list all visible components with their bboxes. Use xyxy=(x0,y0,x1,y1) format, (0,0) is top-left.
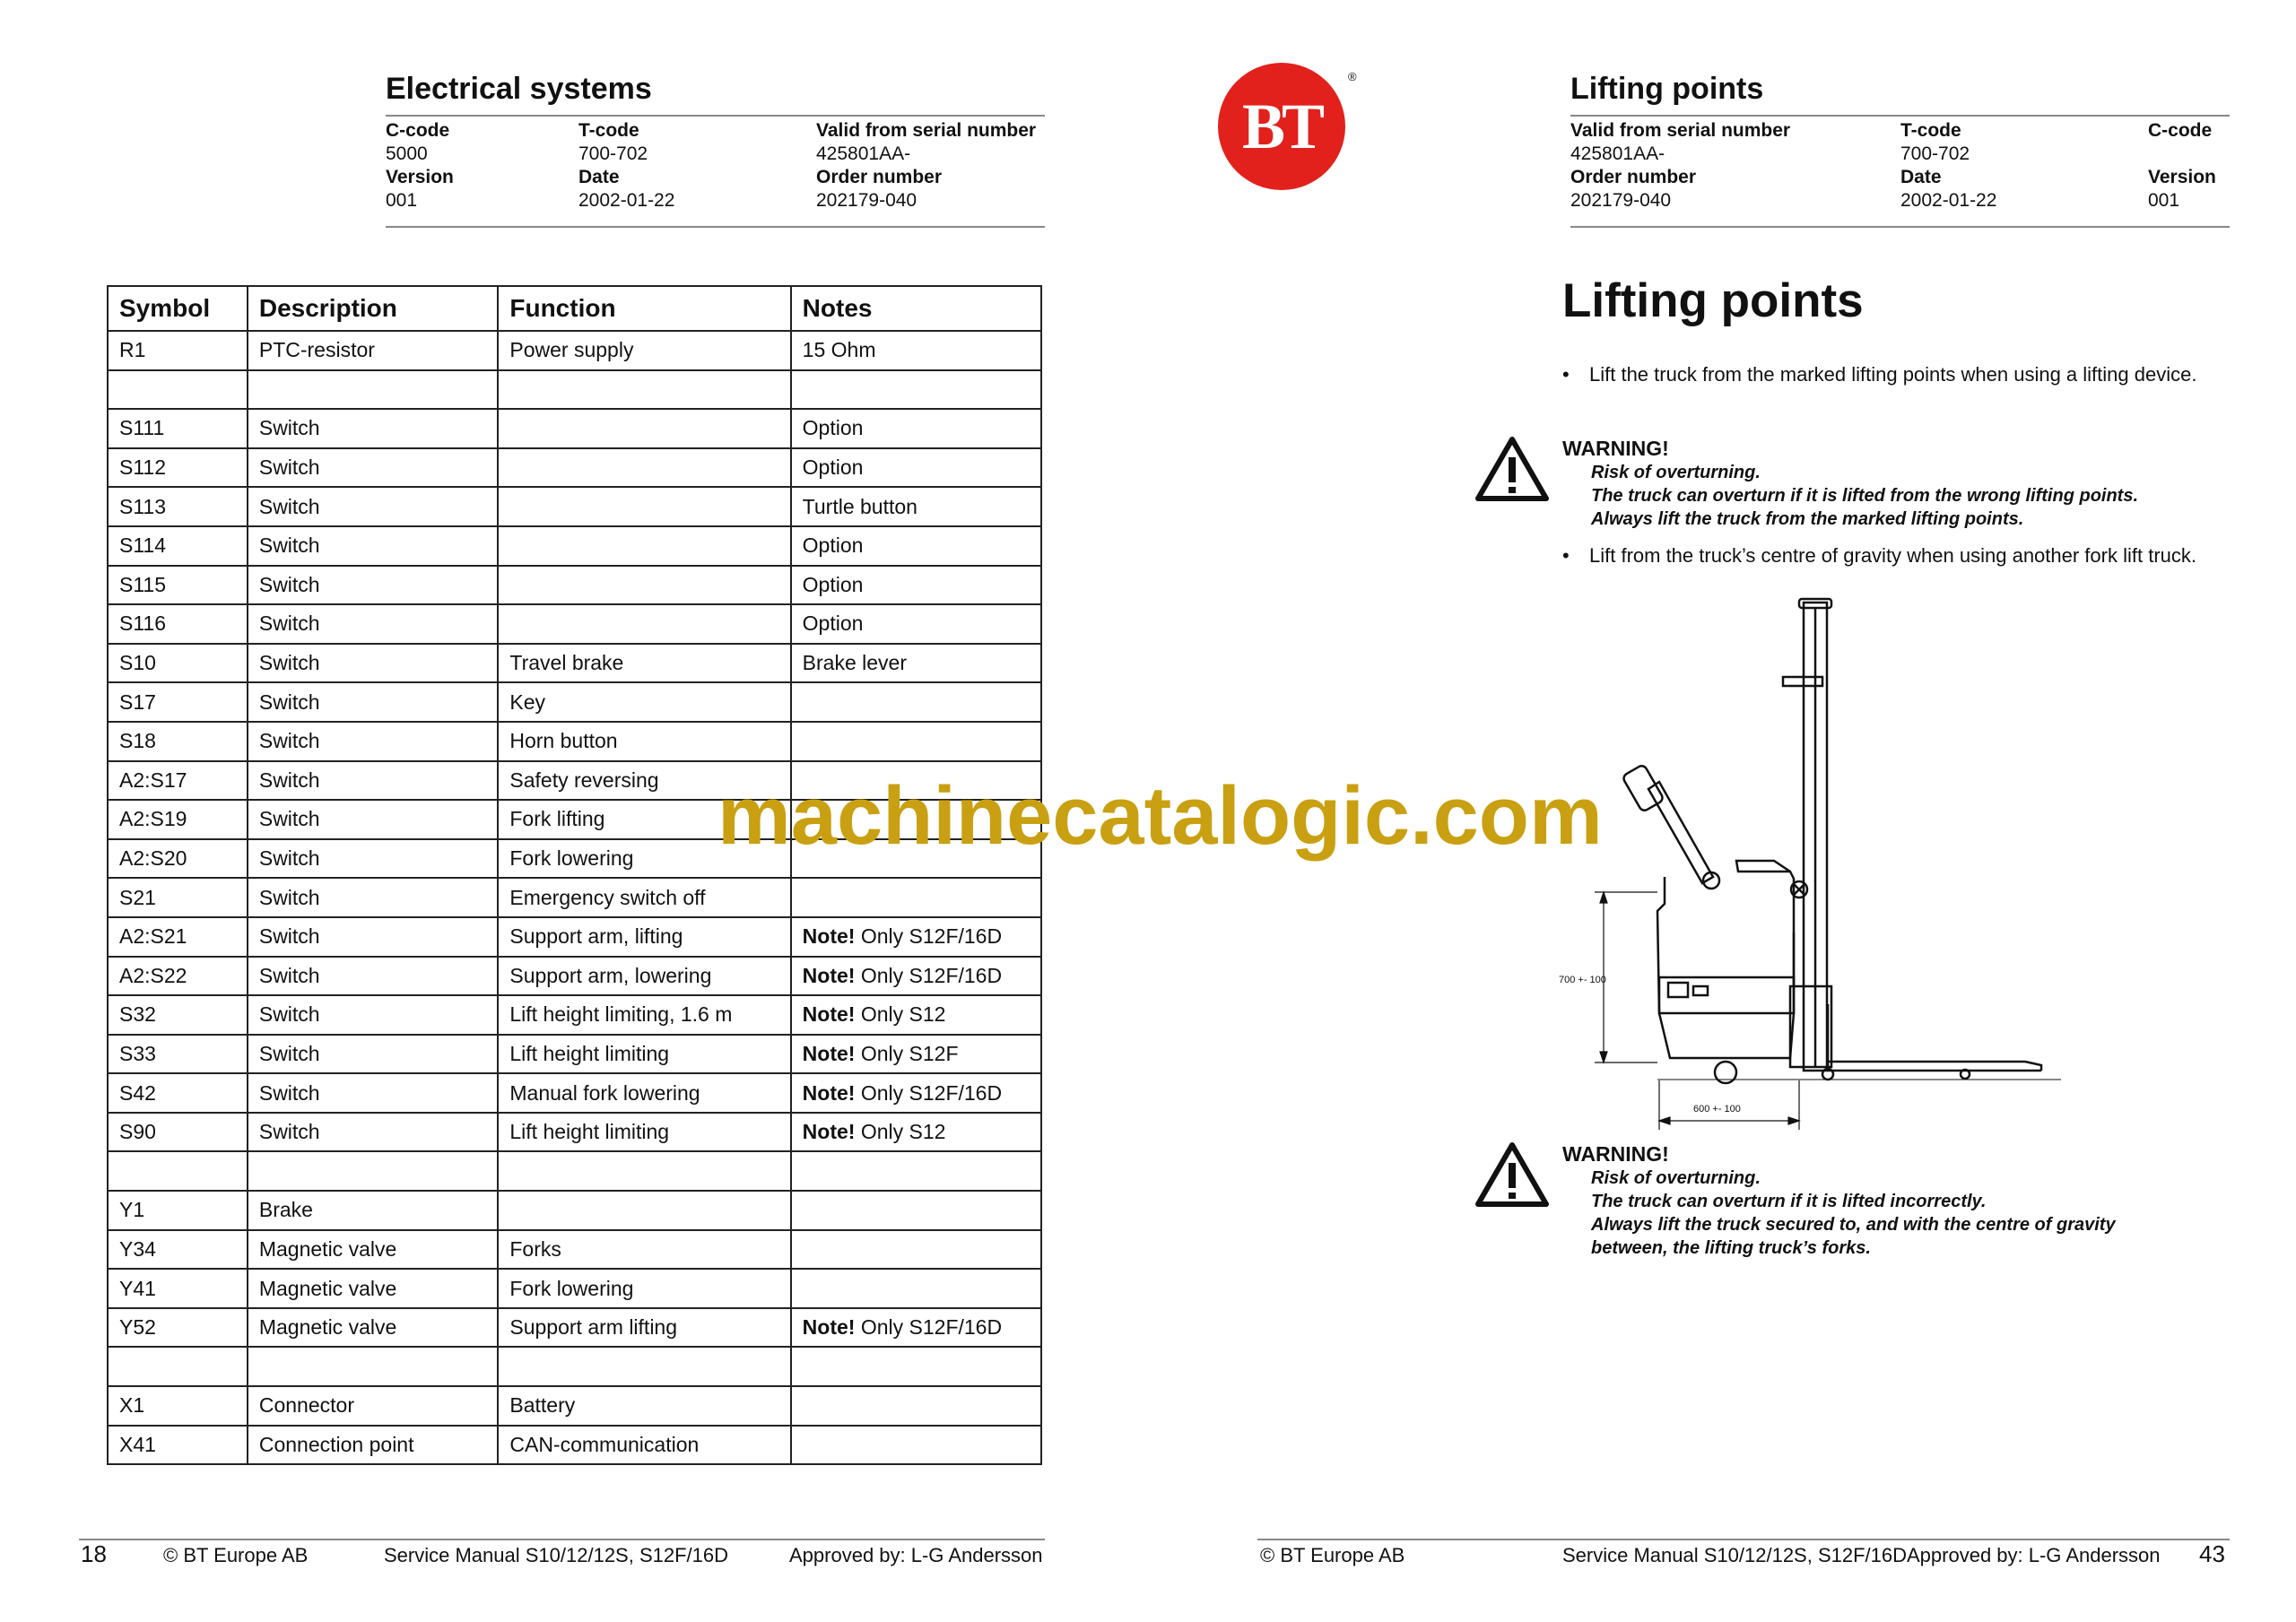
warning-1-line: Always lift the truck from the marked lifting points. xyxy=(1591,509,2024,529)
cell-symbol: Y1 xyxy=(108,1191,248,1230)
note-text: Only S12F/16D xyxy=(860,1080,1003,1105)
table-row xyxy=(108,1073,1041,1113)
bt-logo xyxy=(1218,63,1345,190)
order-number-value: 202179-040 xyxy=(1570,190,1672,211)
cell-notes xyxy=(791,448,1041,488)
cell-description: Switch xyxy=(248,1113,499,1152)
cell-notes xyxy=(791,1308,1041,1348)
table-row xyxy=(108,526,1041,566)
note-text: Only S12F/16D xyxy=(860,1315,1003,1340)
cell-description: Switch xyxy=(248,1035,499,1074)
t-code-label: T-code xyxy=(1900,120,1961,141)
cell-description: Magnetic valve xyxy=(248,1230,499,1270)
width-dimension-label: 600 +- 100 xyxy=(1693,1104,1741,1115)
warning-triangle-icon xyxy=(1474,436,1550,502)
note-text: Option xyxy=(802,416,864,440)
cell-notes xyxy=(791,1035,1041,1074)
cell-function xyxy=(498,1151,790,1191)
cell-symbol xyxy=(108,1347,248,1386)
order-number-value: 202179-040 xyxy=(816,190,918,211)
cell-function xyxy=(498,526,790,566)
warning-1-line: The truck can overturn if it is lifted from the wrong lifting points. xyxy=(1591,486,2139,506)
cell-symbol: S18 xyxy=(108,722,248,761)
cell-symbol: R1 xyxy=(108,331,248,370)
bullet-dot: • xyxy=(1562,544,1570,567)
table-row xyxy=(108,448,1041,488)
cell-function xyxy=(498,448,790,488)
table-row xyxy=(108,566,1041,605)
cell-notes xyxy=(791,604,1041,644)
version-value: 001 xyxy=(386,190,418,211)
page-title: Lifting points xyxy=(1562,274,1864,327)
cell-description: Switch xyxy=(248,566,499,605)
warning-2-heading: WARNING! xyxy=(1562,1142,1669,1166)
note-prefix: Note! xyxy=(802,1041,856,1065)
cell-description: Magnetic valve xyxy=(248,1269,499,1308)
cell-notes xyxy=(791,917,1041,957)
cell-symbol: S17 xyxy=(108,682,248,722)
cell-description: Switch xyxy=(248,604,499,644)
cell-description: Switch xyxy=(248,1073,499,1113)
cell-symbol: A2:S20 xyxy=(108,839,248,879)
cell-function: Horn button xyxy=(498,722,790,761)
cell-function: Power supply xyxy=(498,331,790,370)
cell-function: Forks xyxy=(498,1230,790,1270)
table-row xyxy=(108,331,1041,370)
cell-notes xyxy=(791,566,1041,605)
cell-description: Switch xyxy=(248,995,499,1035)
date-label: Date xyxy=(578,167,620,187)
bullet-text: Lift from the truck’s centre of gravity when using another fork lift truck. xyxy=(1589,544,2196,567)
cell-description: Switch xyxy=(248,487,499,526)
warning-1-heading: WARNING! xyxy=(1562,437,1669,460)
table-row xyxy=(108,1113,1041,1152)
cell-notes xyxy=(791,682,1041,722)
cell-symbol: Y52 xyxy=(108,1308,248,1348)
cell-symbol xyxy=(108,370,248,410)
cell-function: Emergency switch off xyxy=(498,878,790,917)
cell-description: Switch xyxy=(248,917,499,957)
table-row xyxy=(108,1035,1041,1074)
note-text: Option xyxy=(802,455,864,480)
right-footer-copyright: © BT Europe AB xyxy=(1260,1544,1405,1566)
cell-description: Switch xyxy=(248,682,499,722)
table-row xyxy=(108,1426,1041,1465)
note-text: Only S12F/16D xyxy=(860,924,1003,949)
cell-symbol: S32 xyxy=(108,995,248,1035)
right-footer-manual: Service Manual S10/12/12S, S12F/16DApproved by: L-G Andersson xyxy=(1562,1544,2161,1566)
cell-notes xyxy=(791,957,1041,996)
note-text: Only S12 xyxy=(860,1120,946,1144)
cell-notes xyxy=(791,1151,1041,1191)
cell-symbol: A2:S17 xyxy=(108,761,248,801)
height-dimension-label: 700 +- 100 xyxy=(1559,975,1606,985)
left-footer-approved: Approved by: L-G Andersson xyxy=(789,1544,1043,1566)
table-row xyxy=(108,604,1041,644)
cell-notes xyxy=(791,1269,1041,1308)
cell-symbol: Y41 xyxy=(108,1269,248,1308)
cell-description: Switch xyxy=(248,526,499,566)
cell-function xyxy=(498,566,790,605)
cell-symbol: S112 xyxy=(108,448,248,488)
cell-symbol: A2:S22 xyxy=(108,957,248,996)
header-notes: Notes xyxy=(791,286,1041,331)
note-prefix: Note! xyxy=(802,1080,856,1105)
bt-logo-text: BT xyxy=(1241,91,1322,162)
cell-description: Switch xyxy=(248,761,499,801)
cell-function: Safety reversing xyxy=(498,761,790,801)
order-number-label: Order number xyxy=(1570,167,1697,187)
cell-notes xyxy=(791,1230,1041,1270)
table-row xyxy=(108,1308,1041,1348)
warning-1-body xyxy=(1591,461,2138,531)
cell-symbol: S90 xyxy=(108,1113,248,1152)
cell-notes xyxy=(791,370,1041,410)
table-row xyxy=(108,370,1041,410)
cell-notes xyxy=(791,644,1041,683)
header-function: Function xyxy=(498,286,790,331)
version-label: Version xyxy=(2148,167,2216,187)
note-text: Only S12 xyxy=(860,1002,946,1027)
cell-symbol: A2:S21 xyxy=(108,917,248,957)
note-text: 15 Ohm xyxy=(802,338,876,362)
cell-symbol: S33 xyxy=(108,1035,248,1074)
note-prefix: Note! xyxy=(802,1120,856,1144)
cell-function: Support arm, lifting xyxy=(498,917,790,957)
table-row xyxy=(108,722,1041,761)
cell-description xyxy=(248,1347,499,1386)
cell-symbol: S114 xyxy=(108,526,248,566)
note-prefix: Note! xyxy=(802,963,856,987)
table-row xyxy=(108,957,1041,996)
warning-2-line: between, the lifting truck’s forks. xyxy=(1591,1238,1871,1258)
table-row xyxy=(108,1347,1041,1386)
right-page-number: 43 xyxy=(2199,1540,2225,1567)
cell-description: Connector xyxy=(248,1386,499,1426)
cell-description xyxy=(248,1151,499,1191)
order-number-label: Order number xyxy=(816,167,943,187)
t-code-label: T-code xyxy=(578,120,639,141)
cell-description: Switch xyxy=(248,409,499,448)
date-value: 2002-01-22 xyxy=(1900,190,1997,211)
electrical-components-table xyxy=(107,285,1042,1465)
cell-symbol: S10 xyxy=(108,644,248,683)
cell-function: Lift height limiting xyxy=(498,1113,790,1152)
cell-notes xyxy=(791,1386,1041,1426)
cell-notes xyxy=(791,995,1041,1035)
version-value: 001 xyxy=(2148,190,2180,211)
c-code-label: C-code xyxy=(2148,120,2213,141)
cell-description: Brake xyxy=(248,1191,499,1230)
date-label: Date xyxy=(1900,167,1942,187)
right-header-meta xyxy=(1570,119,2230,213)
cell-function: Fork lowering xyxy=(498,1269,790,1308)
cell-symbol: S111 xyxy=(108,409,248,448)
c-code-label: C-code xyxy=(386,120,450,141)
cell-description: Switch xyxy=(248,839,499,879)
valid-serial-label: Valid from serial number xyxy=(816,120,1037,141)
note-text: Option xyxy=(802,612,864,636)
header-description: Description xyxy=(248,286,499,331)
cell-function: Lift height limiting, 1.6 m xyxy=(498,995,790,1035)
cell-function xyxy=(498,409,790,448)
left-header-meta xyxy=(386,119,1045,213)
note-prefix: Note! xyxy=(802,1315,856,1340)
valid-serial-value: 425801AA- xyxy=(816,143,911,164)
truck-lifting-diagram xyxy=(1559,592,2151,1130)
cell-notes xyxy=(791,878,1041,917)
right-page-header-title: Lifting points xyxy=(1570,72,1764,106)
warning-2-body xyxy=(1591,1167,2116,1260)
c-code-value-empty xyxy=(2148,143,2230,166)
note-text: Turtle button xyxy=(802,494,918,518)
note-prefix: Note! xyxy=(802,1002,856,1027)
right-footer-rule xyxy=(1257,1539,2230,1540)
cell-symbol: S42 xyxy=(108,1073,248,1113)
cell-description: Switch xyxy=(248,448,499,488)
cell-notes xyxy=(791,526,1041,566)
warning-2-line: The truck can overturn if it is lifted incorrectly. xyxy=(1591,1192,1987,1211)
cell-symbol: A2:S19 xyxy=(108,800,248,839)
cell-description: Switch xyxy=(248,878,499,917)
cell-symbol: X1 xyxy=(108,1386,248,1426)
cell-function: Key xyxy=(498,682,790,722)
left-footer-copyright: © BT Europe AB xyxy=(163,1544,309,1566)
cell-function xyxy=(498,1347,790,1386)
cell-description: PTC-resistor xyxy=(248,331,499,370)
version-label: Version xyxy=(386,167,454,187)
right-header-rule xyxy=(1570,115,2230,117)
cell-description: Switch xyxy=(248,957,499,996)
watermark: machinecatalogic.com xyxy=(718,770,1603,862)
cell-function: Manual fork lowering xyxy=(498,1073,790,1113)
cell-notes xyxy=(791,1426,1041,1465)
table-row xyxy=(108,1269,1041,1308)
cell-description xyxy=(248,370,499,410)
t-code-value: 700-702 xyxy=(578,143,648,164)
cell-function: Battery xyxy=(498,1386,790,1426)
cell-symbol: X41 xyxy=(108,1426,248,1465)
table-row xyxy=(108,995,1041,1035)
left-page-title: Electrical systems xyxy=(386,72,652,106)
left-header-rule-bottom xyxy=(386,226,1045,228)
cell-description: Switch xyxy=(248,800,499,839)
cell-symbol xyxy=(108,1151,248,1191)
left-header-rule xyxy=(386,115,1045,117)
cell-symbol: S113 xyxy=(108,487,248,526)
table-header-row xyxy=(108,286,1041,331)
cell-symbol: S115 xyxy=(108,566,248,605)
cell-function: Support arm, lowering xyxy=(498,957,790,996)
right-header-rule-bottom xyxy=(1570,226,2230,228)
cell-description: Switch xyxy=(248,644,499,683)
valid-serial-value: 425801AA- xyxy=(1570,143,1665,164)
cell-notes xyxy=(791,1113,1041,1152)
table-row xyxy=(108,1151,1041,1191)
table-row xyxy=(108,1191,1041,1230)
cell-symbol: Y34 xyxy=(108,1230,248,1270)
cell-function: Support arm lifting xyxy=(498,1308,790,1348)
cell-description: Magnetic valve xyxy=(248,1308,499,1348)
table-row xyxy=(108,917,1041,957)
table-row xyxy=(108,682,1041,722)
cell-function: Fork lifting xyxy=(498,800,790,839)
note-prefix: Note! xyxy=(802,924,856,949)
warning-2-line: Risk of overturning. xyxy=(1591,1168,1761,1188)
cell-function: Travel brake xyxy=(498,644,790,683)
cell-notes xyxy=(791,331,1041,370)
cell-notes xyxy=(791,1191,1041,1230)
date-value: 2002-01-22 xyxy=(578,190,675,211)
cell-function xyxy=(498,487,790,526)
cell-function xyxy=(498,604,790,644)
cell-notes xyxy=(791,722,1041,761)
table-row xyxy=(108,409,1041,448)
note-text: Only S12F xyxy=(860,1041,959,1065)
cell-function xyxy=(498,1191,790,1230)
note-text: Option xyxy=(802,533,864,558)
cell-notes xyxy=(791,1347,1041,1386)
note-text: Only S12F/16D xyxy=(860,963,1003,987)
cell-notes xyxy=(791,409,1041,448)
left-footer-manual: Service Manual S10/12/12S, S12F/16D xyxy=(384,1544,729,1566)
bullet-dot: • xyxy=(1562,363,1570,386)
table-row xyxy=(108,1386,1041,1426)
left-footer-rule xyxy=(79,1539,1045,1540)
cell-symbol: S116 xyxy=(108,604,248,644)
note-text: Brake lever xyxy=(802,651,907,675)
cell-notes xyxy=(791,1073,1041,1113)
warning-2-line: Always lift the truck secured to, and with the centre of gravity xyxy=(1591,1215,2116,1235)
cell-description: Connection point xyxy=(248,1426,499,1465)
table-row xyxy=(108,1230,1041,1270)
cell-function xyxy=(498,370,790,410)
cell-function: Fork lowering xyxy=(498,839,790,879)
header-symbol: Symbol xyxy=(108,286,248,331)
cell-function: Lift height limiting xyxy=(498,1035,790,1074)
left-page-number: 18 xyxy=(81,1540,107,1567)
table-row xyxy=(108,644,1041,683)
t-code-value: 700-702 xyxy=(1900,143,1970,164)
note-text: Option xyxy=(802,572,864,596)
table-row xyxy=(108,878,1041,917)
cell-function: CAN-communication xyxy=(498,1426,790,1465)
cell-notes xyxy=(791,487,1041,526)
warning-triangle-icon xyxy=(1474,1141,1550,1208)
registered-mark: ® xyxy=(1348,70,1357,83)
c-code-value: 5000 xyxy=(386,143,428,164)
cell-symbol: S21 xyxy=(108,878,248,917)
table-row xyxy=(108,487,1041,526)
truck-outline xyxy=(1622,599,2041,1083)
warning-1-line: Risk of overturning. xyxy=(1591,463,1761,482)
bullet-text: Lift the truck from the marked lifting points when using a lifting device. xyxy=(1589,363,2197,386)
valid-serial-label: Valid from serial number xyxy=(1570,120,1791,141)
cell-description: Switch xyxy=(248,722,499,761)
